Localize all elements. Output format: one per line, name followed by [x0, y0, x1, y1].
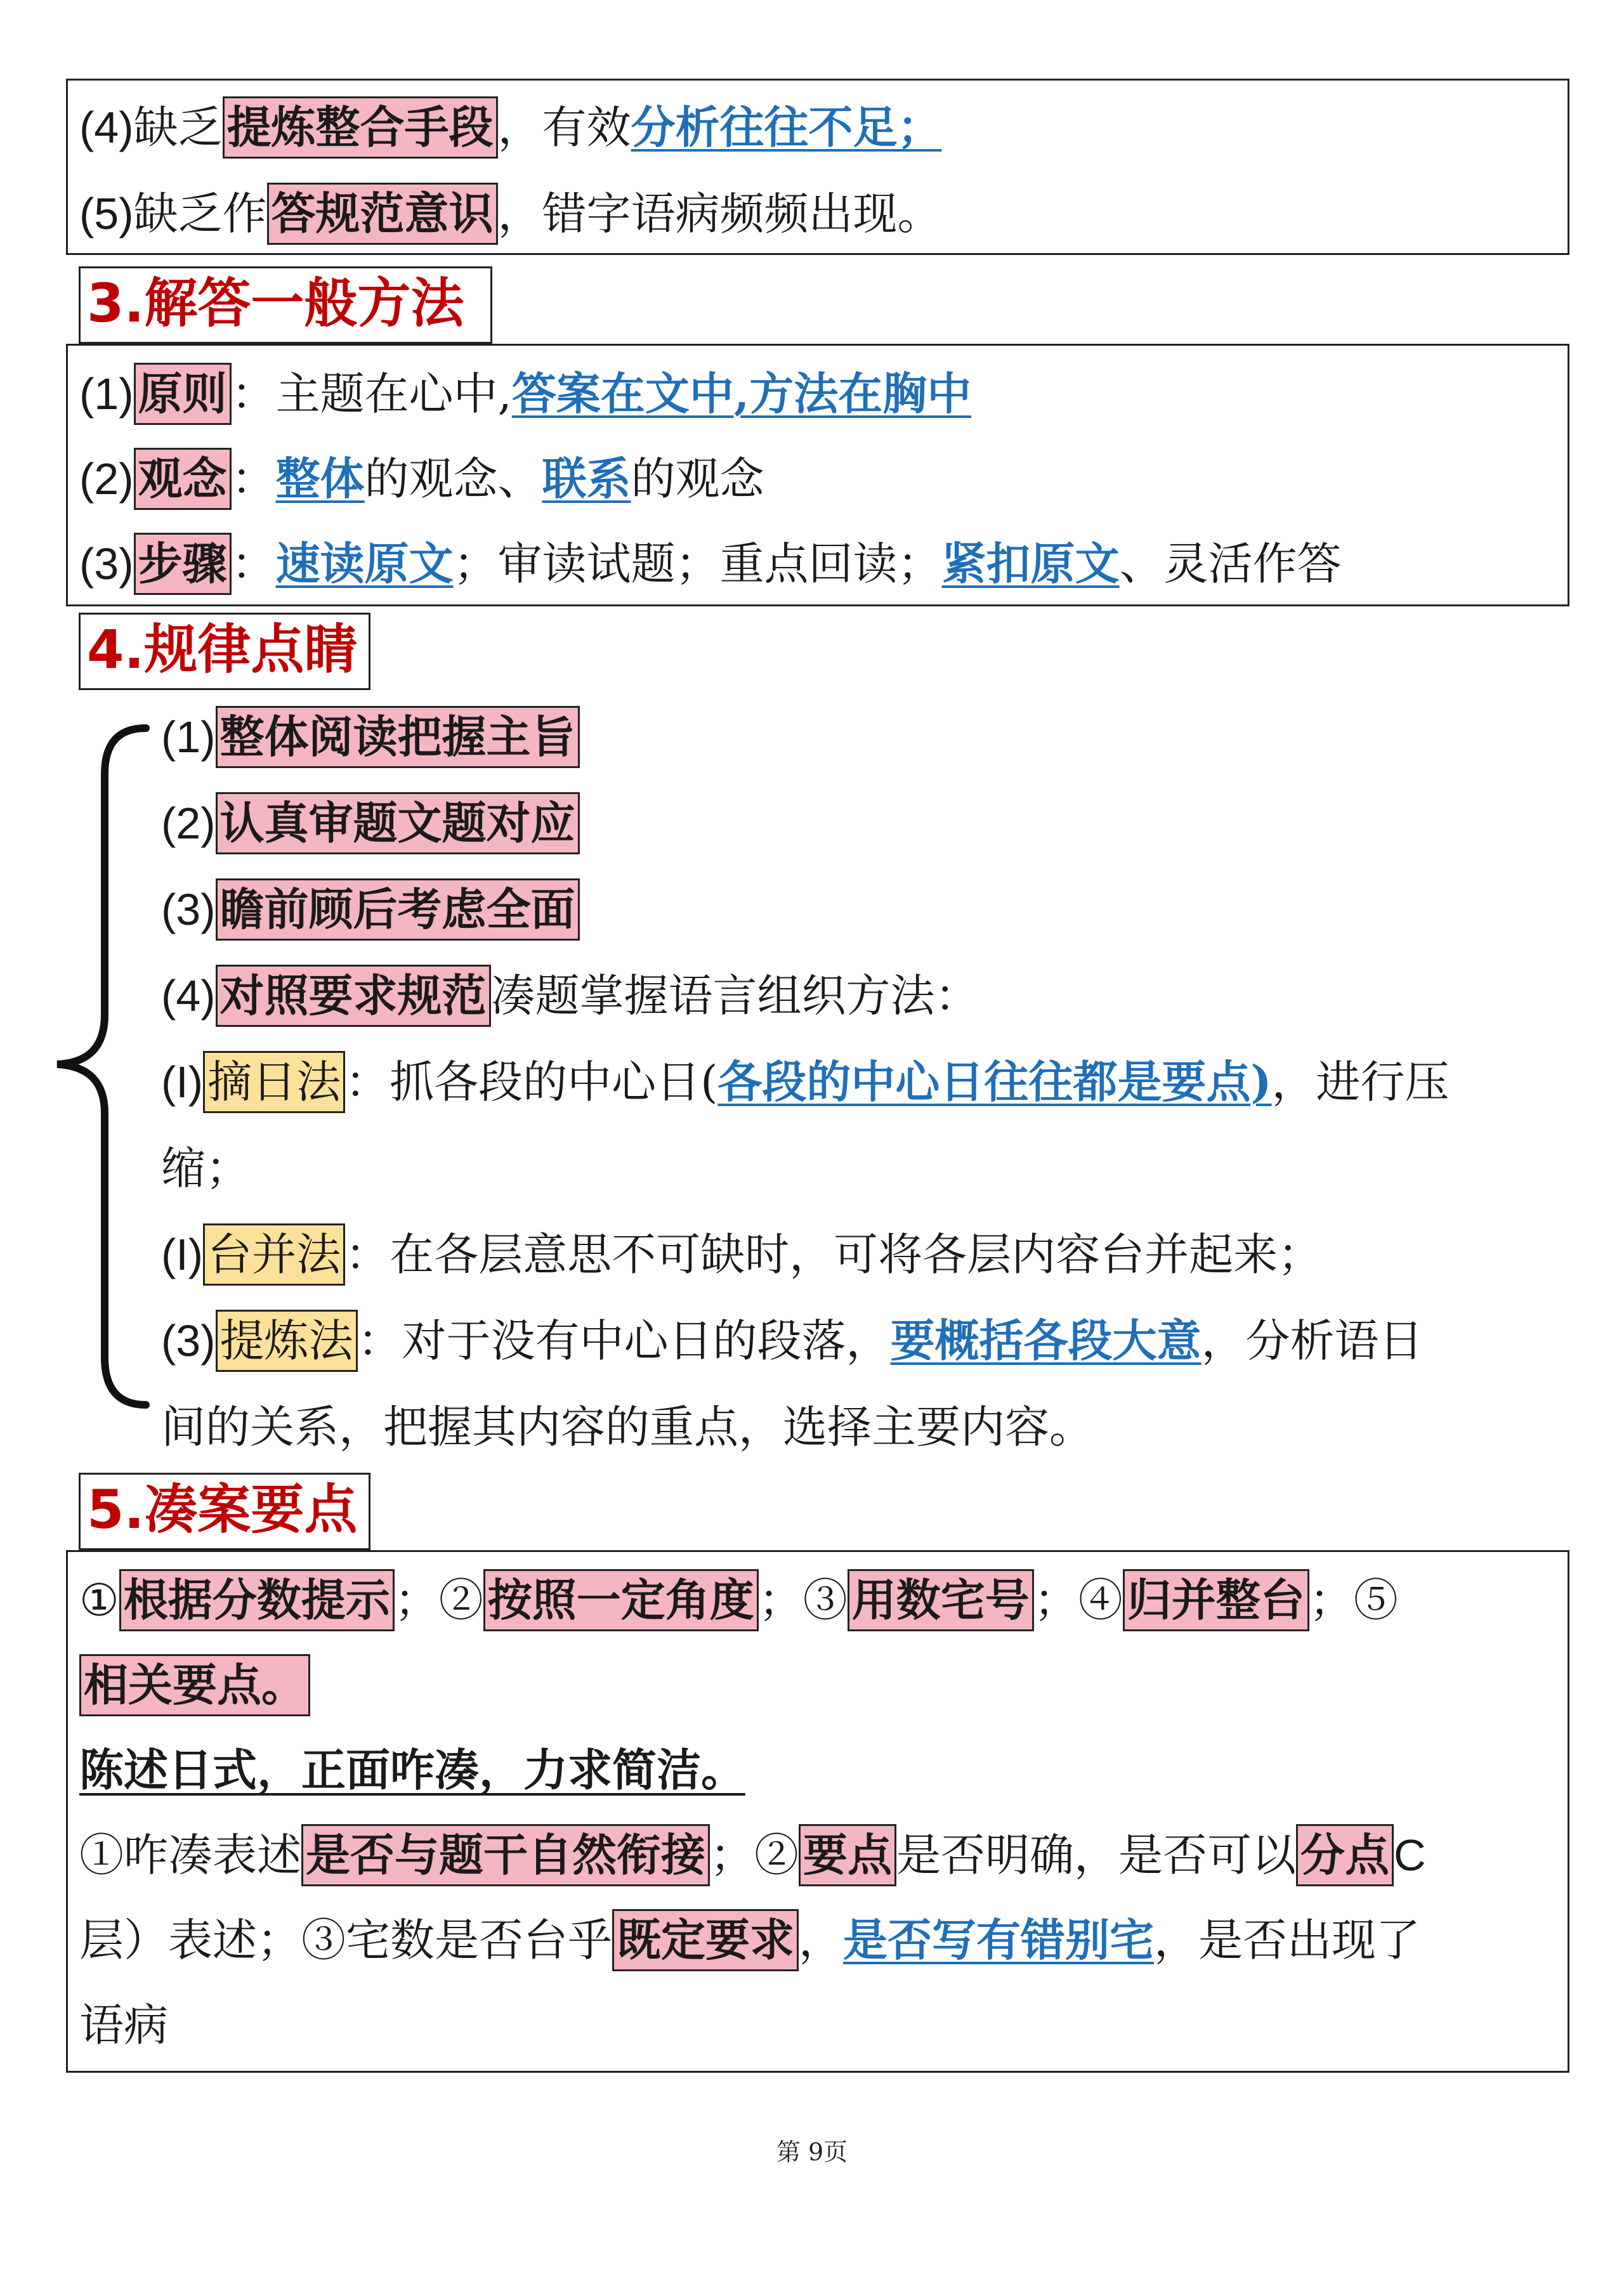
steps-text: ；审读试题；重点回读；	[453, 538, 942, 590]
rule-post: 凑题掌握语言组织方法：	[490, 970, 979, 1022]
item-5	[79, 181, 942, 247]
method-link: 各段的中心日往往都是要点)	[717, 1055, 1272, 1108]
point-mark: ①	[79, 1574, 119, 1626]
section-heading-5: 5.凑案要点	[79, 1473, 370, 1550]
separator: ；	[1033, 1574, 1078, 1626]
answer-points-box	[66, 1550, 1569, 2073]
check-text: 是否明确，是否可以	[896, 1829, 1296, 1881]
points-row-cont	[79, 1652, 310, 1718]
highlight-keyword: 提炼整合手段	[223, 96, 498, 159]
separator: ；	[1309, 1574, 1354, 1626]
steps-link-1: 速读原文	[275, 537, 454, 590]
separator: ；	[758, 1574, 803, 1626]
item-pre: 缺乏	[133, 101, 223, 153]
rule-item	[161, 790, 580, 856]
highlight-keyword: 答规范意识	[267, 183, 498, 245]
separator: ；	[394, 1574, 439, 1626]
rule-num: (3)	[161, 885, 216, 934]
curly-brace-icon	[44, 717, 159, 1414]
rule-item	[161, 877, 580, 943]
rule-label: 整体阅读把握主旨	[216, 706, 580, 768]
section-heading-4: 4.规律点睛	[79, 613, 370, 690]
row-num: (1)	[79, 369, 134, 419]
method-num: (I)	[161, 1057, 204, 1107]
method-text: ：对于没有中心日的段落，	[357, 1315, 891, 1367]
row-num: (3)	[79, 539, 134, 589]
point-label: 按照一定角度	[483, 1569, 759, 1631]
method-refine-cont: 间的关系，把握其内容的重点，选择主要内容。	[161, 1401, 1094, 1453]
check-highlight: 是否与题干自然衔接	[301, 1824, 710, 1886]
check-link: 是否写有错别宅	[843, 1914, 1154, 1966]
concept-text: 的观念	[631, 453, 764, 505]
method-text: ，进行压	[1271, 1056, 1450, 1108]
point-mark: ⑤	[1353, 1574, 1398, 1626]
method-num: (3)	[161, 1316, 216, 1366]
item-post: ，错字语病频频出现。	[497, 188, 942, 240]
row-num: (2)	[79, 454, 134, 504]
item-pre: 缺乏作	[133, 188, 267, 240]
method-label: 台并法	[203, 1223, 345, 1286]
check-text: C	[1394, 1830, 1426, 1880]
method-text: ，分析语日	[1201, 1315, 1424, 1367]
top-box	[66, 79, 1569, 255]
rule-label: 瞻前顾后考虑全面	[216, 878, 580, 941]
label-principle: 原则	[134, 363, 232, 425]
colon: ：	[231, 368, 276, 420]
section-heading-3: 3.解答一般方法	[79, 266, 492, 344]
steps-text: 、灵活作答	[1119, 538, 1342, 590]
method-merge	[161, 1222, 1322, 1288]
check-text: ①咋凑表述	[79, 1829, 301, 1881]
method-link: 要概括各段大意	[890, 1314, 1202, 1367]
point-label: 相关要点。	[79, 1654, 310, 1716]
check-text: 层）表述；③宅数是否台乎	[79, 1914, 612, 1966]
method-summary-cont: 缩；	[161, 1142, 250, 1194]
rule-label: 对照要求规范	[216, 965, 491, 1027]
check-row-3: 语病	[79, 1999, 168, 2051]
key-phrase-link: 分析往往不足；	[631, 101, 942, 153]
colon: ：	[231, 538, 276, 590]
concept-row	[79, 446, 764, 512]
item-num: (4)	[79, 103, 134, 152]
method-summary	[161, 1049, 1450, 1115]
method-refine	[161, 1308, 1424, 1374]
method-text: ：在各层意思不可缺时，可将各层内容台并起来；	[345, 1229, 1323, 1281]
check-text: ；②	[710, 1829, 799, 1881]
concept-text: 的观念、	[364, 453, 542, 505]
check-text: ，	[799, 1914, 843, 1966]
point-label: 归并整台	[1123, 1569, 1309, 1631]
rule-num: (2)	[161, 799, 216, 848]
label-concept: 观念	[134, 448, 232, 510]
principle-link: 答案在文中,方法在胸中	[511, 367, 972, 420]
statement: 陈述日式，正面咋凑，力求简洁。	[79, 1744, 745, 1796]
points-row	[79, 1567, 1398, 1633]
rule-num: (4)	[161, 971, 216, 1021]
rule-item	[161, 704, 580, 770]
method-label: 提炼法	[216, 1310, 358, 1372]
steps-row	[79, 531, 1342, 597]
rule-label: 认真审题文题对应	[216, 792, 580, 854]
point-label: 根据分数提示	[119, 1569, 395, 1631]
point-mark: ②	[438, 1574, 483, 1626]
colon: ：	[231, 453, 276, 505]
concept-link: 联系	[542, 452, 631, 505]
rules-list	[161, 704, 1582, 1452]
method-text: ：抓各段的中心日(	[345, 1056, 718, 1108]
check-highlight: 分点	[1296, 1824, 1394, 1886]
item-4	[79, 95, 942, 160]
rule-num: (1)	[161, 712, 216, 762]
point-mark: ④	[1078, 1574, 1123, 1626]
point-mark: ③	[802, 1574, 848, 1626]
check-row-2	[79, 1907, 1420, 1973]
check-text: ，是否出现了	[1154, 1914, 1420, 1966]
principle-text: 主题在心中,	[275, 368, 512, 420]
method-label: 摘日法	[203, 1051, 345, 1113]
concept-whole: 整体	[275, 452, 365, 505]
check-highlight: 要点	[799, 1824, 896, 1886]
item-mid: ，有效	[497, 101, 631, 153]
method-box	[66, 344, 1569, 606]
steps-link-2: 紧扣原文	[941, 537, 1120, 590]
point-label: 用数宅号	[848, 1569, 1034, 1631]
label-steps: 步骤	[134, 533, 232, 595]
check-row	[79, 1822, 1426, 1888]
page-number: 第 9页	[776, 2138, 848, 2166]
check-highlight: 既定要求	[612, 1909, 799, 1971]
item-num: (5)	[79, 189, 134, 238]
principle-row	[79, 361, 971, 427]
rule-item	[161, 963, 979, 1029]
method-num: (I)	[161, 1230, 204, 1279]
